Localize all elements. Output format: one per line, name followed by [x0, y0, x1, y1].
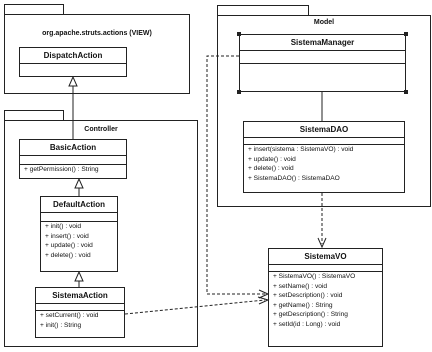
basic-action-class[interactable] [19, 139, 127, 179]
operation: + getName() : String [273, 301, 333, 309]
dispatch-action-class[interactable] [19, 47, 127, 77]
default-action-class[interactable] [40, 196, 118, 272]
basic-action-attributes [20, 156, 126, 165]
basic-action-operations [20, 165, 126, 175]
operation: + init() : String [40, 321, 82, 329]
sistema-vo-class[interactable] [268, 248, 383, 347]
operation: + insert(sistema : SistemaVO) : void [248, 146, 354, 153]
controller-package-name: Controller [84, 126, 118, 133]
sistema-dao-name: SistemaDAO [244, 122, 404, 138]
operation: + update() : void [248, 155, 296, 163]
sistema-action-class[interactable] [35, 287, 125, 338]
dependency-arrowhead-action-vo [258, 297, 268, 304]
sistema-manager-attributes [240, 51, 405, 64]
operation: + delete() : void [248, 165, 294, 173]
operation: + getPermission() : String [24, 166, 99, 173]
basic-action-name: BasicAction [20, 140, 126, 156]
dispatch-action-name: DispatchAction [20, 48, 126, 64]
operation: + delete() : void [45, 251, 91, 259]
sistema-vo-operations [269, 272, 382, 330]
operation: + setId(id : Long) : void [273, 320, 341, 328]
sistema-action-operations [36, 311, 124, 330]
operation: + SistemaDAO() : SistemaDAO [248, 174, 340, 182]
operation: + insert() : void [45, 232, 89, 240]
default-action-name: DefaultAction [41, 197, 117, 213]
view-package-name: org.apache.struts.actions (VIEW) [42, 30, 152, 37]
operation: + setDescription() : void [273, 292, 343, 300]
operation: + SistemaVO() : SistemaVO [273, 273, 356, 280]
sistema-dao-operations [244, 145, 404, 183]
sistema-vo-attributes [269, 265, 382, 272]
sistema-action-attributes [36, 304, 124, 311]
sistema-manager-class[interactable] [239, 34, 406, 92]
dependency-arrowhead-dao-vo [318, 238, 326, 247]
sistema-dao-class[interactable] [243, 121, 405, 193]
sistema-manager-name: SistemaManager [240, 35, 405, 51]
dependency-arrowhead-manager-vo [259, 290, 268, 298]
operation: + getDescription() : String [273, 311, 348, 319]
sistema-vo-name: SistemaVO [269, 249, 382, 265]
default-action-operations [41, 222, 117, 260]
operation: + init() : void [45, 223, 82, 230]
default-action-attributes [41, 213, 117, 222]
operation: + setName() : void [273, 282, 328, 290]
operation: + update() : void [45, 242, 93, 250]
model-package-name: Model [313, 19, 335, 26]
operation: + setCurrent() : void [40, 312, 99, 319]
sistema-dao-attributes [244, 138, 404, 145]
sistema-action-name: SistemaAction [36, 288, 124, 304]
